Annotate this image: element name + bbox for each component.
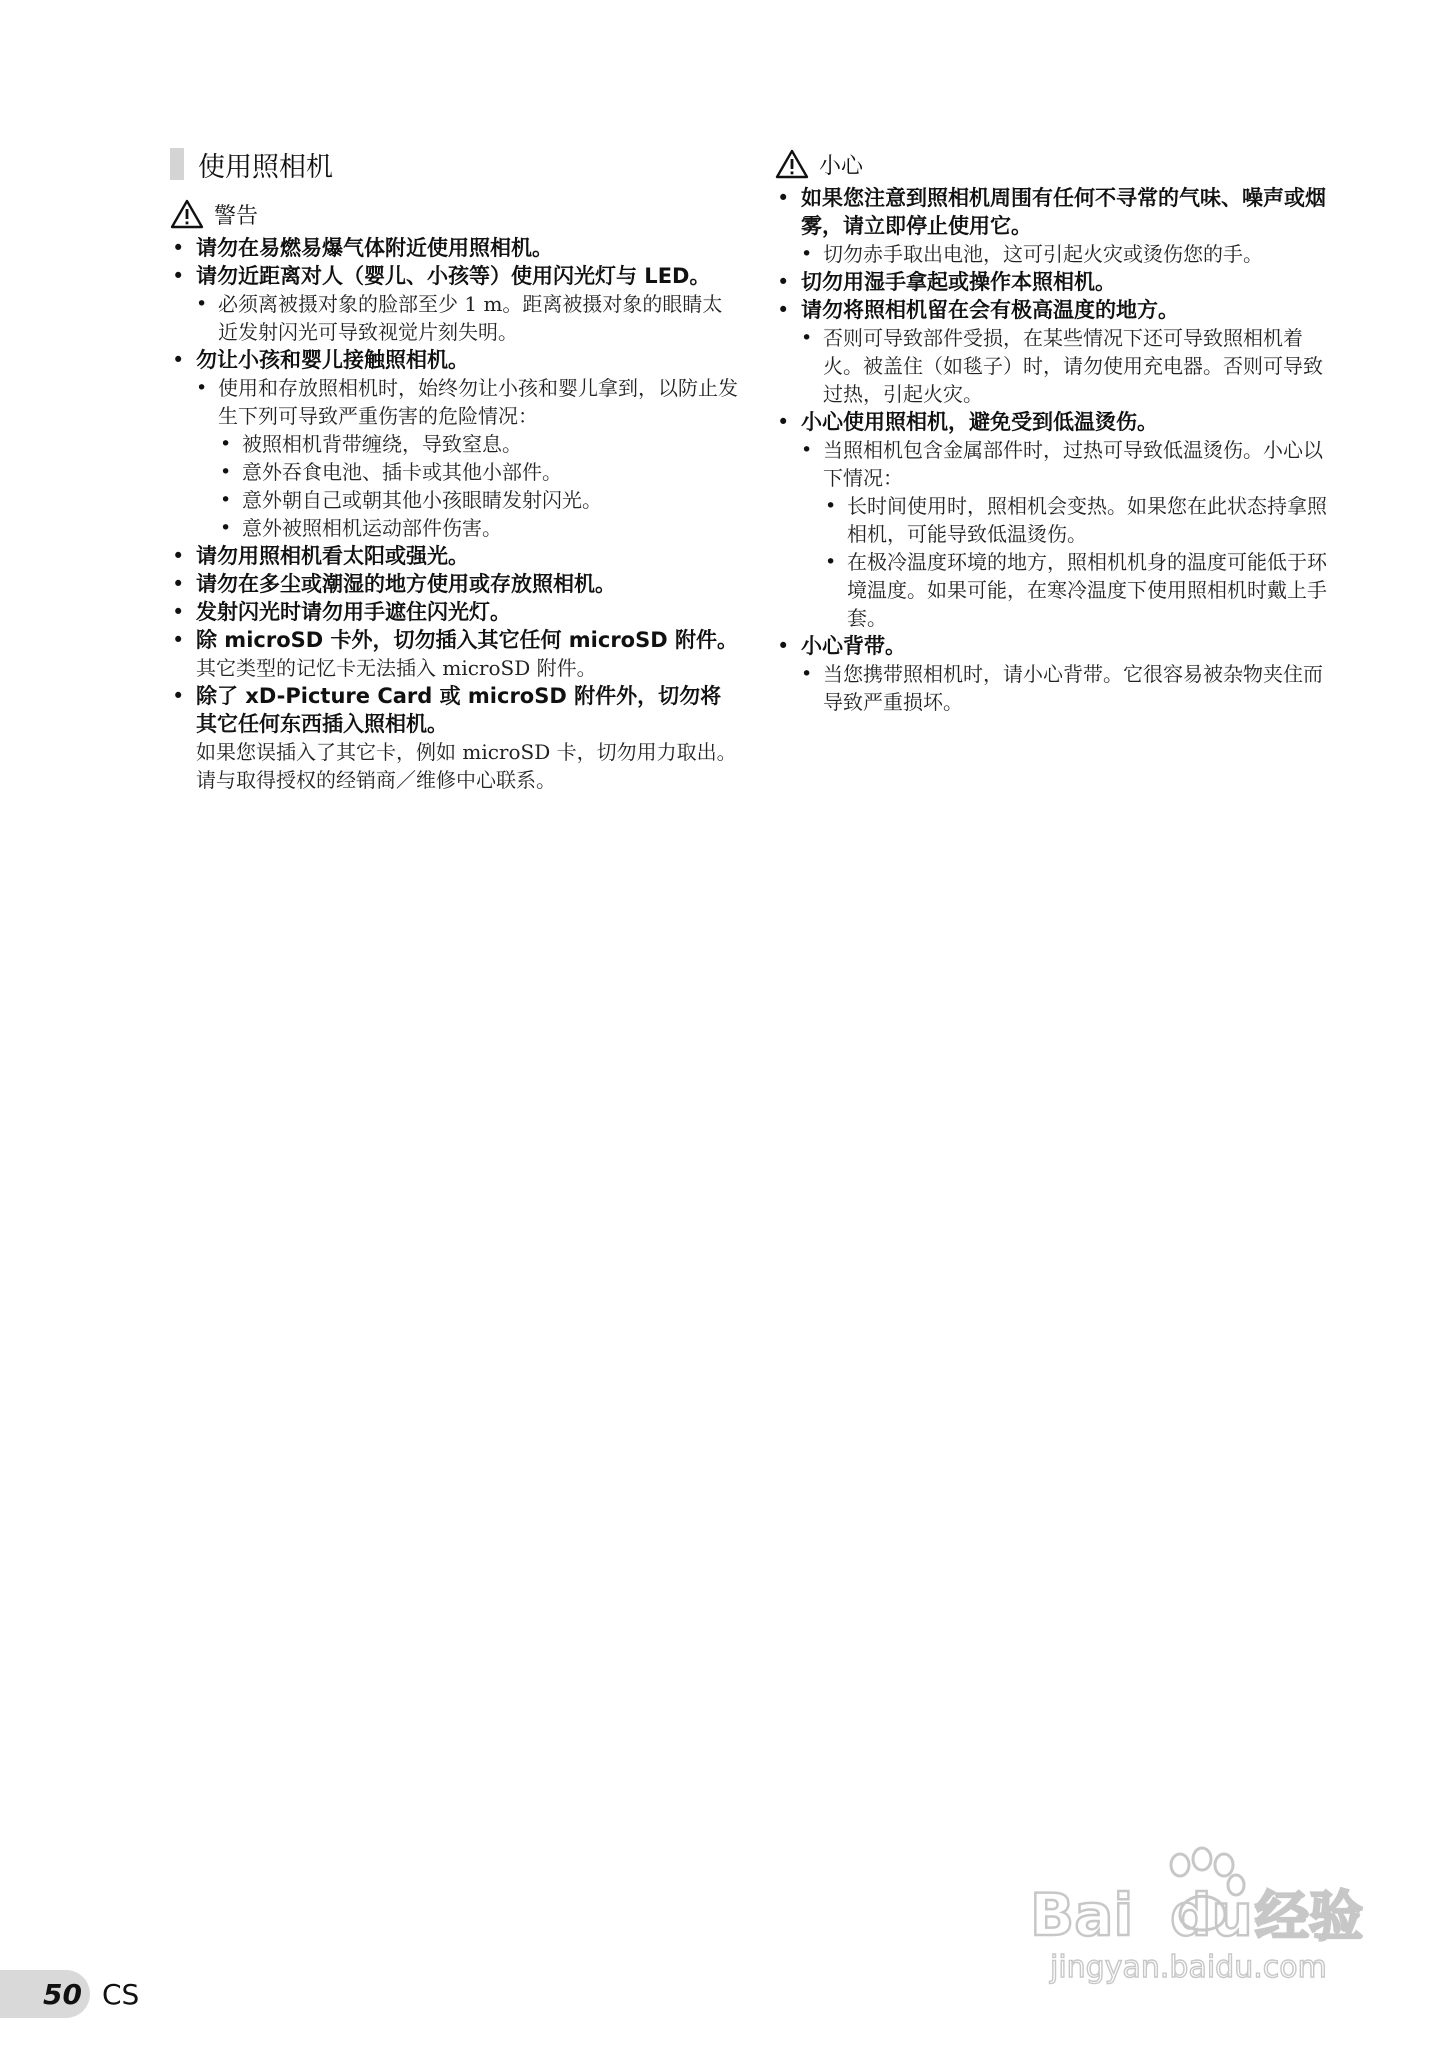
list-item: • 小心使用照相机，避免受到低温烫伤。 — [775, 408, 1340, 436]
list-item: • 如果您注意到照相机周围有任何不寻常的气味、噪声或烟雾，请立即停止使用它。 — [775, 184, 1340, 240]
sub-item-text: 否则可导致部件受损，在某些情况下还可导致照相机着火。被盖住（如毯子）时，请勿使用充电器。否则可导致过热，引起火灾。 — [823, 326, 1323, 406]
sub-sub-item: • 被照相机背带缠绕，导致窒息。 — [170, 430, 740, 458]
list-item: • 小心背带。 — [775, 632, 1340, 660]
caution-heading-text: 小心 — [819, 153, 864, 179]
list-item: • 切勿用湿手拿起或操作本照相机。 — [775, 268, 1340, 296]
item-text: 请勿近距离对人（婴儿、小孩等）使用闪光灯与 LED。 — [196, 264, 711, 288]
caution-triangle-icon — [775, 149, 809, 179]
sub-sub-item-text: 意外吞食电池、插卡或其他小部件。 — [242, 460, 562, 484]
item-text: 除了 xD-Picture Card 或 microSD 附件外，切勿将其它任何东西插入照相机。 — [196, 684, 722, 736]
svg-text:Bai: Bai — [1030, 1881, 1134, 1949]
list-item: • 请勿在多尘或潮湿的地方使用或存放照相机。 — [170, 570, 740, 598]
item-text: 请勿用照相机看太阳或强光。 — [196, 544, 469, 568]
right-column — [775, 146, 1340, 716]
list-item: • 请勿在易燃易爆气体附近使用照相机。 — [170, 234, 740, 262]
sub-item-text: 必须离被摄对象的脸部至少 1 m。距离被摄对象的眼睛太近发射闪光可导致视觉片刻失明。 — [218, 292, 723, 344]
item-text: 勿让小孩和婴儿接触照相机。 — [196, 348, 469, 372]
sub-item: • 必须离被摄对象的脸部至少 1 m。距离被摄对象的眼睛太近发射闪光可导致视觉片刻失明。 — [170, 290, 740, 346]
svg-text:jingyan.baidu.com: jingyan.baidu.com — [1050, 1950, 1327, 1985]
sub-sub-item-text: 在极冷温度环境的地方，照相机机身的温度可能低于环境温度。如果可能，在寒冷温度下使用照相机时戴上手套。 — [847, 550, 1327, 630]
sub-item-text: 当照相机包含金属部件时，过热可导致低温烫伤。小心以下情况： — [823, 438, 1323, 490]
sub-sub-item-text: 长时间使用时，照相机会变热。如果您在此状态持拿照相机，可能导致低温烫伤。 — [847, 494, 1327, 546]
section-title-text: 使用照相机 — [198, 151, 333, 183]
item-note: 其它类型的记忆卡无法插入 microSD 附件。 — [196, 656, 597, 680]
item-text: 请勿在易燃易爆气体附近使用照相机。 — [196, 236, 553, 260]
left-column — [170, 146, 740, 794]
sub-sub-item: • 长时间使用时，照相机会变热。如果您在此状态持拿照相机，可能导致低温烫伤。 — [775, 492, 1340, 548]
item-text: 请勿在多尘或潮湿的地方使用或存放照相机。 — [196, 572, 616, 596]
item-text: 发射闪光时请勿用手遮住闪光灯。 — [196, 600, 511, 624]
warning-heading-text: 警告 — [214, 203, 259, 229]
caution-heading — [775, 146, 1340, 182]
svg-text:du: du — [1170, 1881, 1253, 1949]
sub-sub-item: • 意外朝自己或朝其他小孩眼睛发射闪光。 — [170, 486, 740, 514]
page-number: 50 — [43, 1977, 82, 2011]
list-item: • 除 microSD 卡外，切勿插入其它任何 microSD 附件。 其它类型的记忆卡无法插入 microSD 附件。 — [170, 626, 740, 682]
list-item: • 除了 xD-Picture Card 或 microSD 附件外，切勿将其它任何东西插入照相机。 如果您误插入了其它卡，例如 microSD 卡，切勿用力取出。请与取得授权的经销商／维修中心联系。 — [170, 682, 740, 794]
item-text: 如果您注意到照相机周围有任何不寻常的气味、噪声或烟雾，请立即停止使用它。 — [801, 186, 1326, 238]
sub-sub-item: • 在极冷温度环境的地方，照相机机身的温度可能低于环境温度。如果可能，在寒冷温度下使用照相机时戴上手套。 — [775, 548, 1340, 632]
list-item: • 请勿用照相机看太阳或强光。 — [170, 542, 740, 570]
sub-sub-item-text: 意外被照相机运动部件伤害。 — [242, 516, 502, 540]
sub-sub-item-text: 被照相机背带缠绕，导致窒息。 — [242, 432, 522, 456]
section-title-bar — [170, 148, 184, 180]
sub-item-text: 切勿赤手取出电池，这可引起火灾或烫伤您的手。 — [823, 242, 1263, 266]
page-footer — [0, 1970, 139, 2018]
warning-heading — [170, 196, 740, 232]
sub-item-text: 使用和存放照相机时，始终勿让小孩和婴儿拿到，以防止发生下列可导致严重伤害的危险情况： — [218, 376, 738, 428]
list-item: • 请勿将照相机留在会有极高温度的地方。 — [775, 296, 1340, 324]
sub-item-text: 当您携带照相机时，请小心背带。它很容易被杂物夹住而导致严重损坏。 — [823, 662, 1323, 714]
item-text: 小心背带。 — [801, 634, 906, 658]
list-item: • 请勿近距离对人（婴儿、小孩等）使用闪光灯与 LED。 — [170, 262, 740, 290]
page-number-tab — [0, 1970, 90, 2018]
baidu-jingyan-watermark — [1030, 1845, 1410, 1985]
section-title — [170, 146, 740, 182]
list-item: • 发射闪光时请勿用手遮住闪光灯。 — [170, 598, 740, 626]
sub-sub-item: • 意外被照相机运动部件伤害。 — [170, 514, 740, 542]
item-text: 小心使用照相机，避免受到低温烫伤。 — [801, 410, 1158, 434]
sub-item: • 当您携带照相机时，请小心背带。它很容易被杂物夹住而导致严重损坏。 — [775, 660, 1340, 716]
warning-triangle-icon — [170, 199, 204, 229]
svg-text:经验: 经验 — [1255, 1885, 1363, 1948]
sub-item: • 否则可导致部件受损，在某些情况下还可导致照相机着火。被盖住（如毯子）时，请勿使用充电器。否则可导致过热，引起火灾。 — [775, 324, 1340, 408]
item-text: 除 microSD 卡外，切勿插入其它任何 microSD 附件。 — [196, 628, 738, 652]
sub-item: • 切勿赤手取出电池，这可引起火灾或烫伤您的手。 — [775, 240, 1340, 268]
item-note: 如果您误插入了其它卡，例如 microSD 卡，切勿用力取出。请与取得授权的经销商／维修中心联系。 — [196, 740, 737, 792]
list-item: • 勿让小孩和婴儿接触照相机。 — [170, 346, 740, 374]
sub-sub-item: • 意外吞食电池、插卡或其他小部件。 — [170, 458, 740, 486]
sub-item: • 当照相机包含金属部件时，过热可导致低温烫伤。小心以下情况： — [775, 436, 1340, 492]
language-code: CS — [102, 1977, 140, 2011]
sub-item: • 使用和存放照相机时，始终勿让小孩和婴儿拿到，以防止发生下列可导致严重伤害的危险情况： — [196, 376, 738, 428]
sub-sub-item-text: 意外朝自己或朝其他小孩眼睛发射闪光。 — [242, 488, 602, 512]
item-text: 请勿将照相机留在会有极高温度的地方。 — [801, 298, 1179, 322]
item-text: 切勿用湿手拿起或操作本照相机。 — [801, 270, 1116, 294]
